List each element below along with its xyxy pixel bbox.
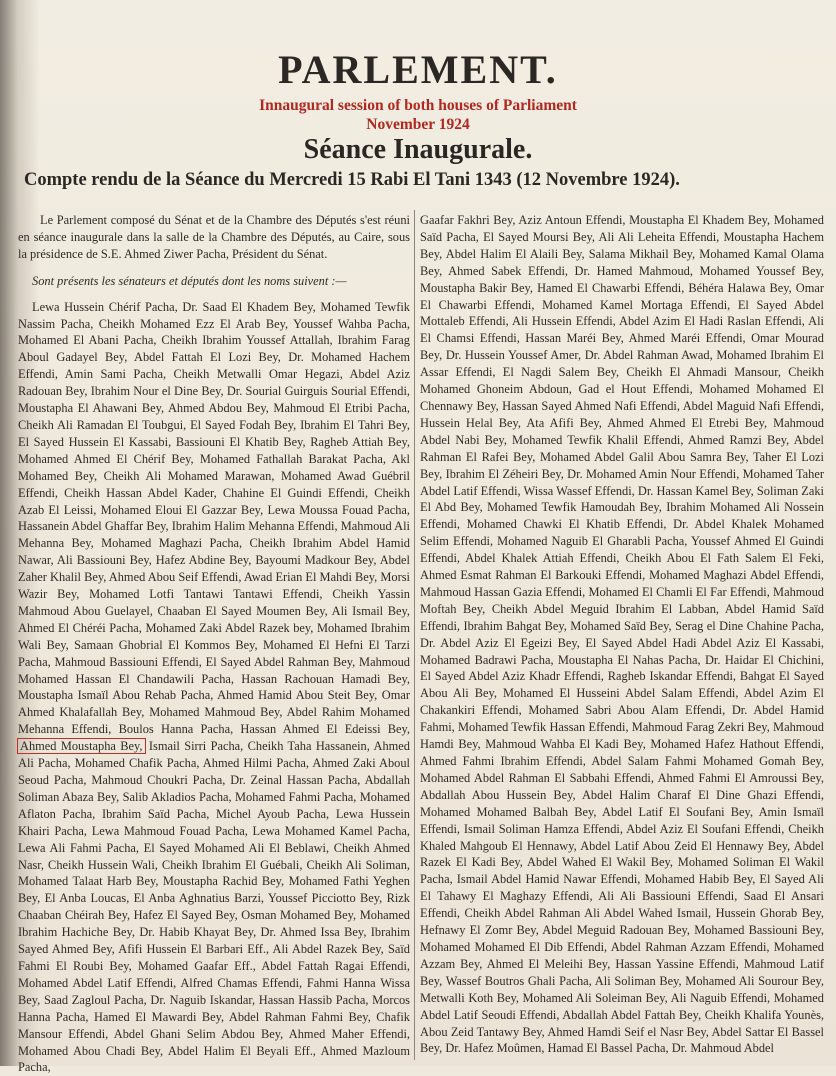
compte-rendu-heading: Compte rendu de la Séance du Mercredi 15 Rabi El Tani 1343 (12 Novembre 1924). [24,170,680,190]
names-after-highlight: Ismail Sirri Pacha, Cheikh Taha Hassanein, Ahmed Ali Pacha, Mohamed Chafik Pacha, Ahmed Hilmi Pacha, Ahmed Zaki Aboul Seoud Pacha, Mahmoud Choukri Pacha, Dr. Zeinal Hassan Pacha, Abdallah Soliman Abaza Bey, Salib Akladios Pacha, Mohamed Fahmi Pacha, Mohamed Aflaton Pacha, Ibrahim Saïd Pacha, Michel Ayoub Pacha, Lewa Hussein Khairi Pacha, Lewa Mahmoud Fouad Pacha, Lewa Mohamed Kamel Pacha, Lewa Ali Fahmi Pacha, El Sayed Mohamed Ali El Beblawi, Cheikh Ahmed Nasr, Cheikh Hussein Wali, Cheikh Ibrahim El Guébali, Cheikh Ali Soliman, Mohamed Talaat Harb Bey, Moustapha Rachid Bey, Mohamed Fathi Yeghen Bey, El Anba Loucas, El Anba Aghnatius Barzi, Youssef Picciotto Bey, Rizk Chaaban Chéirah Bey, Hafez El Sayed Bey, Osman Mohamed Bey, Mohamed Ibrahim Hachiche Bey, Dr. Habib Khayat Bey, Dr. Ahmed Issa Bey, Ibrahim Sayed Ahmed Bey, Afifi Hussein El Barbari Eff., Ali Abdel Razek Bey, Saïd Fahmi El Roubi Bey, Mohamed Gaafar Eff., Abdel Fattah Ragai Effendi, Mohamed Abdel Latif Effendi, Alfred Chamas Effendi, Fahmi Hanna Wissa Bey, Saad Zagloul Pacha, Dr. Naguib Iskandar, Hassan Hassib Pacha, Morcos Hanna Pacha, Hamed El Mawardi Bey, Abdel Rahman Fahmi Bey, Chafik Mansour Effendi, Abdel Ghani Selim Abdou Bey, Ahmed Maher Effendi, Mohamed Abou Chadi Bey, Abdel Halim El Beyali Eff., Ahmed Mazloum Pacha, [18,739,410,1075]
column-divider [414,210,415,1060]
members-list-right: Gaafar Fakhri Bey, Aziz Antoun Effendi, Moustapha El Khadem Bey, Mohamed Saïd Pacha, El Sayed Moursi Bey, Ali Ali Leheita Effendi, Moustapha Hachem Bey, Abdel Halim El Alaili Bey, Salama Mikhail Bey, Mohamed Kamal Olama Bey, Ahmed Sabek Effendi, Dr. Hamed Mahmoud, Mohamed Youssef Bey, Moustapha Bakir Bey, Hamed El Chawarbi Effendi, Béhéra Halawa Bey, Omar El Chawarbi Effendi, Mohamed Kamel Mortaga Effendi, El Sayed Abdel Mottaleb Effendi, Ali Hussein Effendi, Abdel Azim El Hadi Raslan Effendi, Ali El Chamsi Effendi, Hassan Maréi Bey, Ahmed Maréi Effendi, Omar Mourad Bey, Dr. Hussein Youssef Amer, Dr. Abdel Rahman Awad, Mohamed Ibrahim El Assar Effendi, El Nagdi Salem Bey, Cheikh El Ahmadi Mansour, Cheikh Mohamed Ghoneim Abdoun, Gad el Hout Effendi, Mohamed Mohamed El Chennawy Bey, Hassan Sayed Ahmed Nafi Effendi, Abdel Maguid Nafi Effendi, Hussein Helal Bey, Ata Afifi Bey, Ahmed Ahmed El Etrebi Bey, Mahmoud Abdel Nabi Bey, Mohamed Tewfik Khalil Effendi, Ahmed Ramzi Bey, Abdel Rahman El Rafei Bey, Mohamed Abdel Galil Abou Samra Bey, Taher El Lozi Bey, Ibrahim El Zéheiri Bey, Dr. Mohamed Amin Nour Effendi, Mohamed Taher Abdel Latif Effendi, Wissa Wassef Effendi, Dr. Hassan Kamel Bey, Soliman Zaki El Abd Bey, Mohamed Tewfik Hamoudah Bey, Ibrahim Mohamed Ali Nossein Effendi, Mohamed Chawki El Khatib Effendi, Dr. Abdel Khalek Mohamed Selim Effendi, Mohamed Naguib El Gharabli Pacha, Youssef Ahmed El Guindi Effendi, Abdel Khalek Attiah Effendi, Cheikh Abou El Fath Salem El Feki, Ahmed Esmat Rahman El Barkouki Effendi, Mohamed Maghazi Abdel Effendi, Mahmoud Hassan Gazia Effendi, Mohamed El Chamli El Far Effendi, Mahmoud Moftah Bey, Cheikh Abdel Meguid Ibrahim El Labban, Abdel Hamid Saïd Effendi, Ibrahim Bahgat Bey, Mohamed Saïd Bey, Serag el Dine Chahine Pacha, Dr. Abdel Aziz El Egeizi Bey, El Sayed Abdel Hadi Abdel Aziz El Kassabi, Mohamed Badrawi Pacha, Moustapha El Nahas Pacha, Dr. Haidar El Chichini, El Sayed Abdel Aziz Khadr Effendi, Ragheb Iskandar Effendi, Bahgat El Sayed Abou Ali Bey, Mohamed El Husseini Abdel Salam Effendi, Abdel Azim El Chakankiri Effendi, Mohamed Sabri Abou Alam Effendi, Dr. Abdel Hamid Fahmi, Mohamed Tewfik Hassan Effendi, Mahmoud Farag Zekri Bey, Mahmoud Hamdi Bey, Mahmoud Wahba El Kadi Bey, Mohamed Hafez Hathout Effendi, Ahmed Fahmi Ibrahim Effendi, Abdel Salam Fahmi Mohamed Gomah Bey, Mohamed Abdel Rahman El Sabbahi Effendi, Ahmed Fahmi El Amroussi Bey, Abdallah Abou Hussein Bey, Abdel Halim Charaf El Dine Ghazi Effendi, Mohamed Mohamed Balbah Bey, Abdel Latif El Soufani Bey, Amin Ismaïl Effendi, Ismail Soliman Hamza Effendi, Abdel Aziz El Soufani Effendi, Cheikh Khaled Mahgoub El Hennawy, Abdel Latif Abou Zeid El Hennawy Bey, Abdel Razek El Kadi Bey, Abdel Wahed El Wakil Bey, Mohamed Soliman El Wakil Pacha, Ismail Abdel Hamid Nawar Effendi, Mohamed Habib Bey, El Sayed Ali El Tahawy El Maghazy Effendi, Ali Ali Bassiouni Effendi, Saad El Ansari Effendi, Cheikh Abdel Rahman Ali Abdel Wahed Ismail, Hussein Ghorab Bey, Hefnawy El Zomr Bey, Abdel Meguid Radouan Bey, Mohamed Bassiouni Bey, Mohamed Mohamed El Dib Effendi, Abdel Rahman Azzam Effendi, Mohamed Azzam Bey, Ahmed El Meleihi Bey, Hassan Yassine Effendi, Mahmoud Latif Bey, Wassef Boutros Ghali Pacha, Ali Soliman Bey, Mohamed Ali Sourour Bey, Metwalli Koth Bey, Mohamed Ali Soleiman Bey, Ali Naguib Effendi, Mohamed Abdel Latif Seoudi Effendi, Abdallah Abdel Fattah Bey, Cheikh Khalifa Younès, Abou Zeid Tantawy Bey, Ahmed Hamdi Seif el Nasr Bey, Abdel Sattar El Bassel Bey, Dr. Hafez Moûmen, Hamad El Bassel Pacha, Dr. Mahmoud Abdel [420,213,824,1056]
right-column [420,212,824,1057]
names-before-highlight: Lewa Hussein Chérif Pacha, Dr. Saad El Khadem Bey, Mohamed Tewfik Nassim Pacha, Cheikh Mohamed Ezz El Arab Bey, Youssef Wahba Pacha, Mohamed El Abani Pacha, Cheikh Ibrahim Youssef Attallah, Ibrahim Farag Aboul Gadayel Bey, Abdel Fattah El Lozi Bey, Dr. Mohamed Hachem Effendi, Amin Sami Pacha, Cheikh Metwalli Omar Hegazi, Abdel Aziz Radouan Bey, Ibrahim Nour el Dine Bey, Dr. Sourial Guirguis Sourial Effendi, Moustapha El Ahawani Bey, Ahmed Abdou Bey, Mahmoud El Etribi Pacha, Cheikh Ali Ramadan El Toubgui, El Sayed Fodah Bey, Ibrahim El Tahri Bey, El Sayed Hussein El Kassabi, Bassiouni El Khatib Bey, Ragheb Attiah Bey, Mohamed Ahmed El Chérif Bey, Mohamed Fathallah Barakat Pacha, Akl Mohamed Bey, Cheikh Ali Mohamed Marawan, Mohamed Awad Guébril Effendi, Cheikh Hassan Abdel Kader, Chahine El Guindi Effendi, Cheikh Azab El Leissi, Mohamed Eloui El Gazzar Bey, Lewa Moussa Fouad Pacha, Hassanein Abdel Ghaffar Bey, Ibrahim Halim Mehanna Effendi, Mahmoud Ali Mehanna Bey, Mohamed Maghazi Pacha, Cheikh Ibrahim Abdel Hamid Nawar, Ali Bassiouni Bey, Hafez Abdine Bey, Bayoumi Madkour Bey, Abdel Zaher Khalil Bey, Ahmed Abou Seif Effendi, Awad Erian El Mahdi Bey, Morsi Wazir Bey, Mohamed Lotfi Tantawi Tantawi Effendi, Cheikh Yassin Mahmoud Abou Guelayel, Chaaban El Sayed Moumen Bey, Ali Ismail Bey, Ahmed El Chéréi Pacha, Mohamed Zaki Abdel Razek bey, Mohamed Ibrahim Wali Bey, Samaan Ghobrial El Kommos Bey, Mohamed El Hefni El Tarzi Pacha, Mahmoud Bassiouni Effendi, El Sayed Abdel Rahman Bey, Mahmoud Mohamed Hassan El Chandawili Pacha, Hassan Rachouan Hamadi Bey, Moustapha Ismaïl Abou Rehab Pacha, Ahmed Hamid Abou Steit Bey, Omar Ahmed Khalafallah Bey, Mohamed Mahmoud Bey, Abdel Rahim Mohamed Mehanna Effendi, Boulos Hanna Pacha, Hassan Ahmed El Edeissi Bey, [18,299,410,737]
present-members-heading: Sont présents les sénateurs et députés dont les noms suivent :— [32,273,347,288]
handwritten-annotation-line1: Innaugural session of both houses of Parliament [259,97,577,114]
page-subtitle: Séance Inaugurale. [303,134,533,165]
handwritten-annotation-line2: November 1924 [366,116,470,133]
highlighted-name-box: Ahmed Moustapha Bey, [20,739,143,754]
page-title: PARLEMENT. [278,47,558,92]
members-list-left [18,299,410,1076]
intro-paragraph: Le Parlement composé du Sénat et de la Chambre des Députés s'est réuni en séance inaugurale dans la salle de la Chambre des Députés, au Caire, sous la présidence de S.E. Ahmed Ziwer Pacha, Président du Sénat. [18,213,410,261]
left-column [18,212,410,1076]
